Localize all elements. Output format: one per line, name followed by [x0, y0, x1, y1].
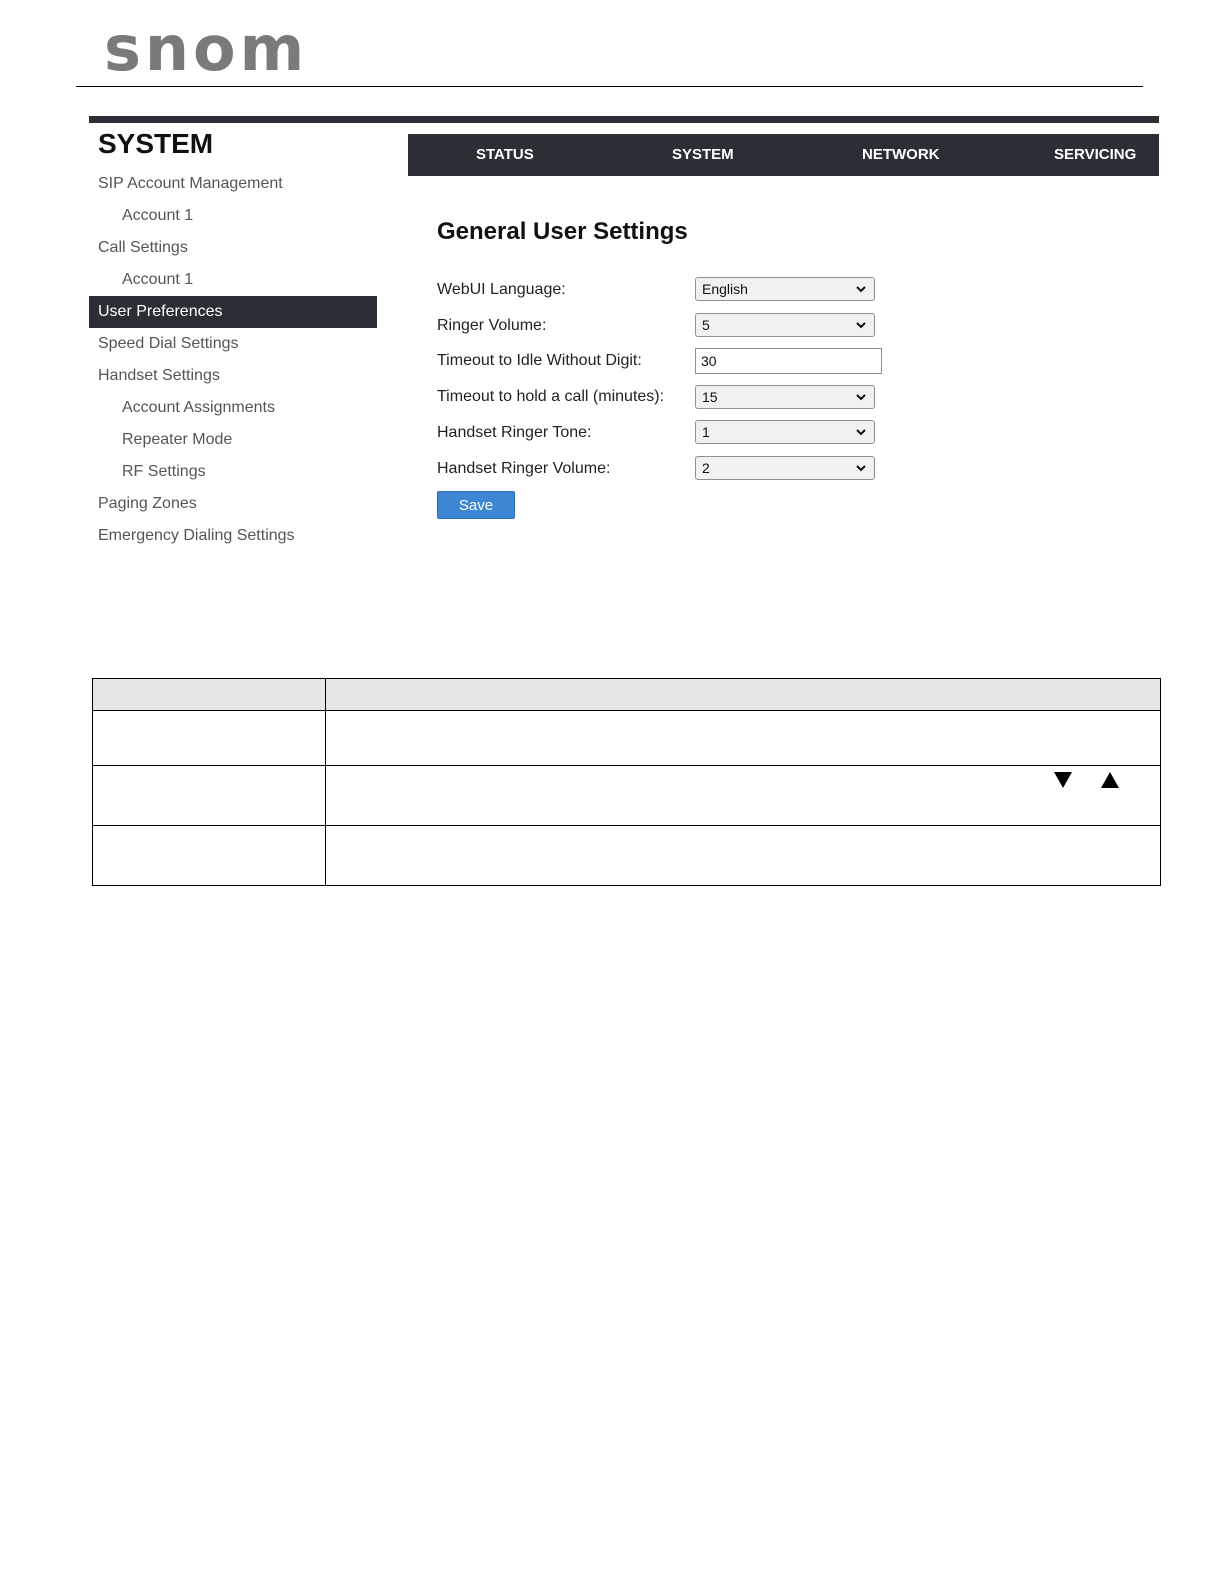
sidebar-item-account-assignments[interactable]: Account Assignments [122, 399, 275, 416]
table-row [93, 711, 1161, 766]
table-row [93, 826, 1161, 886]
ui-top-bar [89, 116, 1159, 123]
chevron-down-icon [855, 462, 867, 474]
table-header-row [93, 679, 1161, 711]
handset-ringer-volume-value: 2 [702, 460, 710, 476]
webui-language-select[interactable] [695, 277, 875, 301]
table-cell [93, 826, 326, 886]
page-title: General User Settings [437, 218, 688, 245]
sidebar-item-handset-settings[interactable]: Handset Settings [98, 367, 220, 384]
handset-ringer-tone-select[interactable] [695, 420, 875, 444]
timeout-idle-label: Timeout to Idle Without Digit: [437, 352, 642, 369]
sidebar-item-paging-zones[interactable]: Paging Zones [98, 495, 197, 512]
tab-network[interactable]: NETWORK [862, 146, 940, 163]
sidebar-item-sip-account-management[interactable]: SIP Account Management [98, 175, 283, 192]
chevron-down-icon [855, 319, 867, 331]
tab-status[interactable]: STATUS [476, 146, 534, 163]
webui-language-value: English [702, 281, 748, 297]
sidebar-title: SYSTEM [98, 128, 214, 159]
handset-ringer-volume-select[interactable] [695, 456, 875, 480]
handset-ringer-volume-label: Handset Ringer Volume: [437, 460, 611, 477]
timeout-hold-value: 15 [702, 389, 718, 405]
sidebar-item-call-settings[interactable]: Call Settings [98, 239, 188, 256]
settings-description-table [92, 678, 1161, 886]
sidebar-item-speed-dial-settings[interactable]: Speed Dial Settings [98, 335, 239, 352]
ringer-volume-value: 5 [702, 317, 710, 333]
up-triangle-icon [1101, 772, 1119, 788]
sidebar-item-user-preferences[interactable]: User Preferences [89, 296, 377, 328]
table-cell [326, 766, 1161, 826]
sidebar-item-rf-settings[interactable]: RF Settings [122, 463, 206, 480]
chevron-down-icon [855, 283, 867, 295]
table-row [93, 766, 1161, 826]
sidebar-item-emergency-dialing-settings[interactable]: Emergency Dialing Settings [98, 527, 295, 544]
top-navigation [408, 134, 1159, 176]
timeout-hold-select[interactable] [695, 385, 875, 409]
ringer-volume-label: Ringer Volume: [437, 317, 547, 334]
timeout-hold-label: Timeout to hold a call (minutes): [437, 388, 665, 405]
tab-servicing[interactable]: SERVICING [1054, 146, 1137, 163]
table-cell [93, 766, 326, 826]
chevron-down-icon [855, 391, 867, 403]
table-cell [326, 826, 1161, 886]
table-cell [93, 711, 326, 766]
handset-ringer-tone-value: 1 [702, 424, 710, 440]
ringer-volume-select[interactable] [695, 313, 875, 337]
tab-system[interactable]: SYSTEM [672, 146, 734, 163]
sidebar-item-repeater-mode[interactable]: Repeater Mode [122, 431, 233, 448]
header-rule [76, 86, 1143, 87]
table-cell [326, 711, 1161, 766]
table-header-cell [326, 679, 1161, 711]
table-header-cell [93, 679, 326, 711]
sidebar-menu [89, 168, 377, 552]
webui-language-label: WebUI Language: [437, 281, 566, 298]
timeout-idle-input[interactable] [695, 348, 882, 374]
handset-ringer-tone-label: Handset Ringer Tone: [437, 424, 592, 441]
sidebar-item-sip-account-1[interactable]: Account 1 [122, 207, 194, 224]
snom-logo: snom [104, 12, 309, 85]
save-button[interactable]: Save [437, 491, 515, 519]
sidebar-item-call-account-1[interactable]: Account 1 [122, 271, 194, 288]
down-triangle-icon [1054, 772, 1072, 788]
chevron-down-icon [855, 426, 867, 438]
